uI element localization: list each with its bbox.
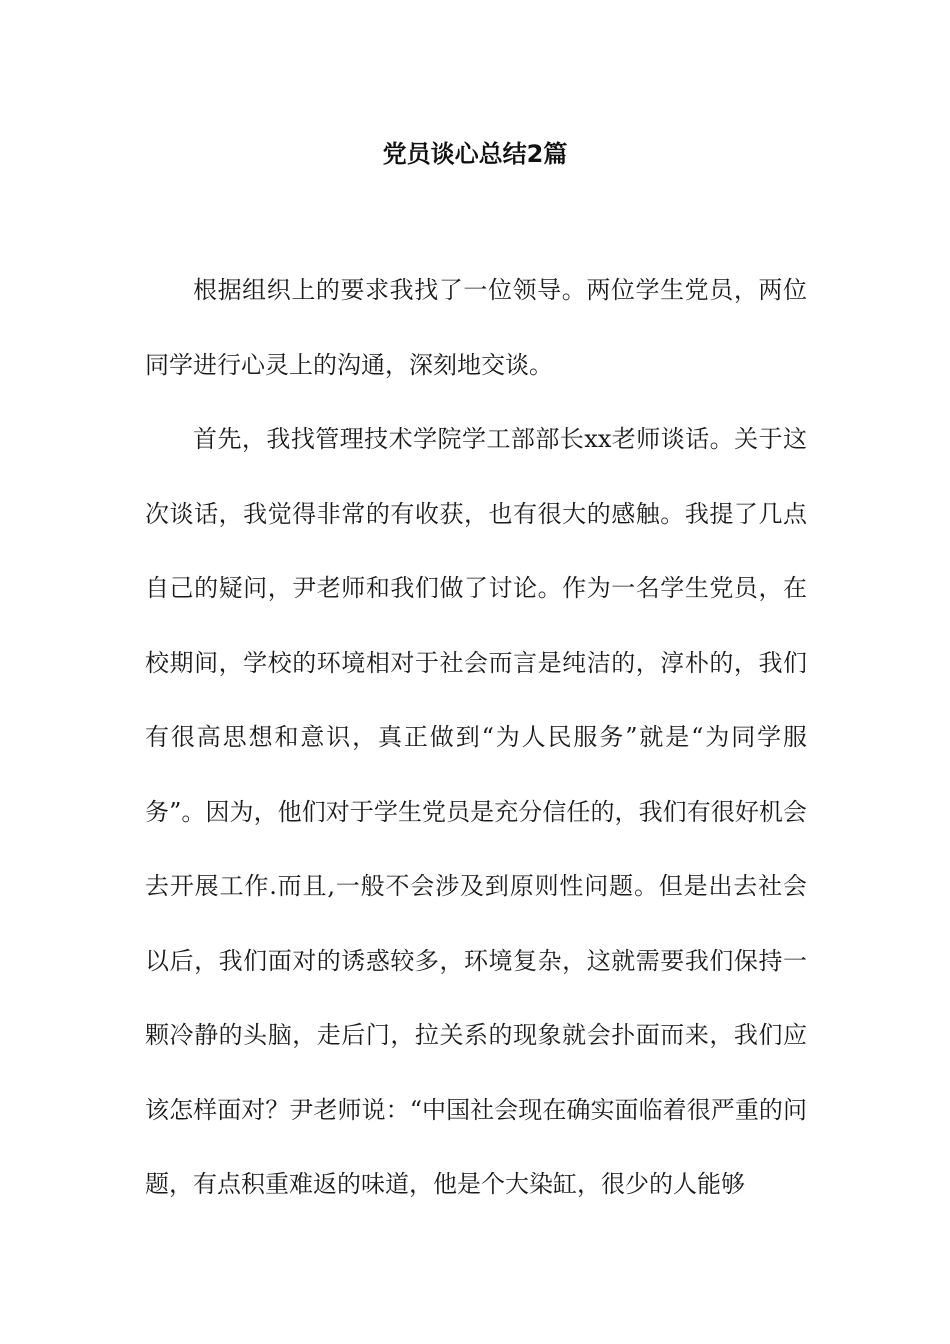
document-title: 党员谈心总结2篇 bbox=[382, 140, 568, 168]
paragraph-2: 首先，我找管理技术学院学工部部长xx老师谈话。关于这次谈话，我觉得非常的有收获，也有很大的感触。我提了几点自己的疑问，尹老师和我们做了讨论。作为一名学生党员，在校期间，学校的环境相对于社会而言是纯洁的，淳朴的，我们有很高思想和意识，真正做到“为人民服务”就是“为同学服务”。因为，他们对于学生党员是充分信任的，我们有很好机会去开展工作.而且,一般不会涉及到原则性问题。但是出去社会以后，我们面对的诱惑较多，环境复杂，这就需要我们保持一颗冷静的头脑，走后门，拉关系的现象就会扑面而来，我们应该怎样面对？尹老师说：“中国社会现在确实面临着很严重的问题，有点积重难返的味道，他是个大染缸，很少的人能够 bbox=[145, 425, 807, 1198]
paragraph-1: 根据组织上的要求我找了一位领导。两位学生党员，两位同学进行心灵上的沟通，深刻地交谈。 bbox=[145, 276, 807, 379]
document-body bbox=[145, 253, 807, 1222]
